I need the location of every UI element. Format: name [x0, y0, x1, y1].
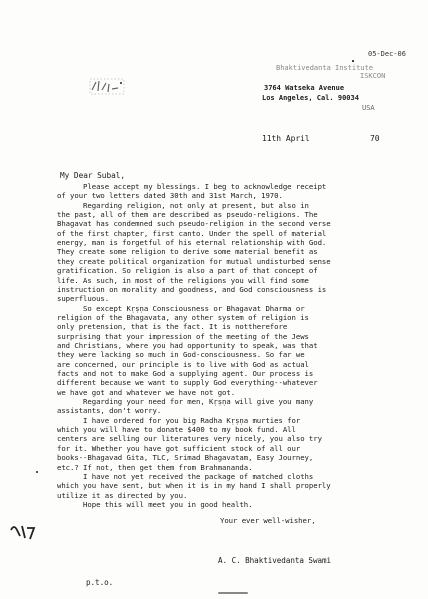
- body-line: different because we want to supply God everything--whatever: [57, 378, 318, 388]
- body-line: which you will have to donate $400 to my book fund. All: [57, 425, 296, 435]
- header-institute: Bhaktivedanta Institute: [276, 64, 373, 72]
- address-line-2: Los Angeles, Cal. 90034: [262, 94, 359, 102]
- body-line: religion of the Bhagavata, any other system of religion is: [57, 312, 309, 322]
- body-line: centers are selling our literatures very nicely, you also try: [57, 434, 322, 444]
- salutation: My Dear Subal,: [60, 171, 126, 180]
- body-line: instruction on morality and goodness, and God consciousness is: [57, 284, 327, 294]
- letter-date: 11th April: [262, 134, 310, 143]
- body-line: are concerned, our principle is to live with God as actual: [57, 359, 309, 369]
- body-line: books--Bhagavad Gita, TLC, Srimad Bhagavatam, Easy Journey,: [57, 453, 314, 463]
- body-line: utilize it as directed by you.: [57, 490, 188, 500]
- body-line: facts and not to make God a supplying agent. Our process is: [57, 369, 314, 378]
- letter-year: 70: [370, 134, 380, 143]
- body-line: They create some religion to derive some material benefit as: [57, 247, 318, 257]
- body-line: I have not yet received the package of matched cloths: [57, 471, 314, 481]
- body-line: for it. Whether you have got sufficient stock of all our: [57, 443, 301, 453]
- header-center: USA: [362, 104, 375, 112]
- margin-note-scribble: [8, 520, 42, 546]
- address-line-1: 3764 Watseka Avenue: [264, 84, 345, 92]
- body-line: the past, all of them are described as pseudo-religions. The: [57, 210, 318, 220]
- body-line: of your two letters dated 30th and 31st March, 1970.: [57, 191, 283, 201]
- body-line: gratification. So religion is also a part of that concept of: [57, 266, 318, 276]
- header-society: ISKCON: [360, 72, 386, 80]
- faded-stamp-mark: [88, 76, 128, 98]
- signature: A. C. Bhaktivedanta Swami: [218, 556, 332, 565]
- ink-speck: [352, 60, 354, 62]
- ink-speck: [120, 82, 122, 84]
- body-line: of the first chapter, first canto. Under the spell of material: [57, 228, 327, 238]
- body-line: Bhagavat has condemned such pseudo-religion in the second verse: [57, 219, 331, 229]
- body-line: they create political organization for mutual undisturbed sense: [57, 256, 331, 266]
- body-line: life. As such, in most of the religions you will find some: [57, 275, 309, 285]
- body-line: and Christians, where you had opportunity to speak, was that: [57, 340, 318, 350]
- body-line: So except Kṛṣṇa Consciousness or Bhagavat Dharma or: [57, 303, 305, 313]
- header-ref: 05-Dec-06: [368, 50, 406, 58]
- body-line: assistants, don't worry.: [57, 406, 162, 416]
- body-line: superfluous.: [57, 294, 110, 304]
- body-line: we have got and whatever we have not got.: [57, 387, 236, 397]
- ink-speck: [36, 471, 38, 473]
- body-line: they were lacking so much in God-consciousness. So far we: [57, 350, 305, 360]
- body-line: Regarding your need for men, Kṛṣṇa will give you many: [57, 397, 314, 407]
- body-line: etc.? If not, then get them from Brahmananda.: [57, 462, 253, 472]
- pto: p.t.o.: [86, 578, 114, 587]
- body-line: energy, man is forgetful of his eternal relationship with God.: [57, 238, 327, 248]
- body-line: which you have sent, but when it is in my hand I shall properly: [57, 481, 331, 491]
- body-line: Hope this will meet you in good health.: [57, 499, 253, 509]
- body-line: only pretension, that is the fact. It is nottherefore: [57, 322, 288, 332]
- body-line: Regarding religion, not only at present, but also in: [57, 200, 309, 210]
- body-line: Please accept my blessings. I beg to acknowledge receipt: [57, 182, 327, 191]
- ink-speck: [218, 592, 248, 594]
- body-line: surprising that your impression of the meeting of the Jews: [57, 331, 309, 341]
- body-line: I have ordered for you big Radha Kṛṣṇa murties for: [57, 415, 301, 425]
- closing: Your ever well-wisher,: [220, 516, 316, 525]
